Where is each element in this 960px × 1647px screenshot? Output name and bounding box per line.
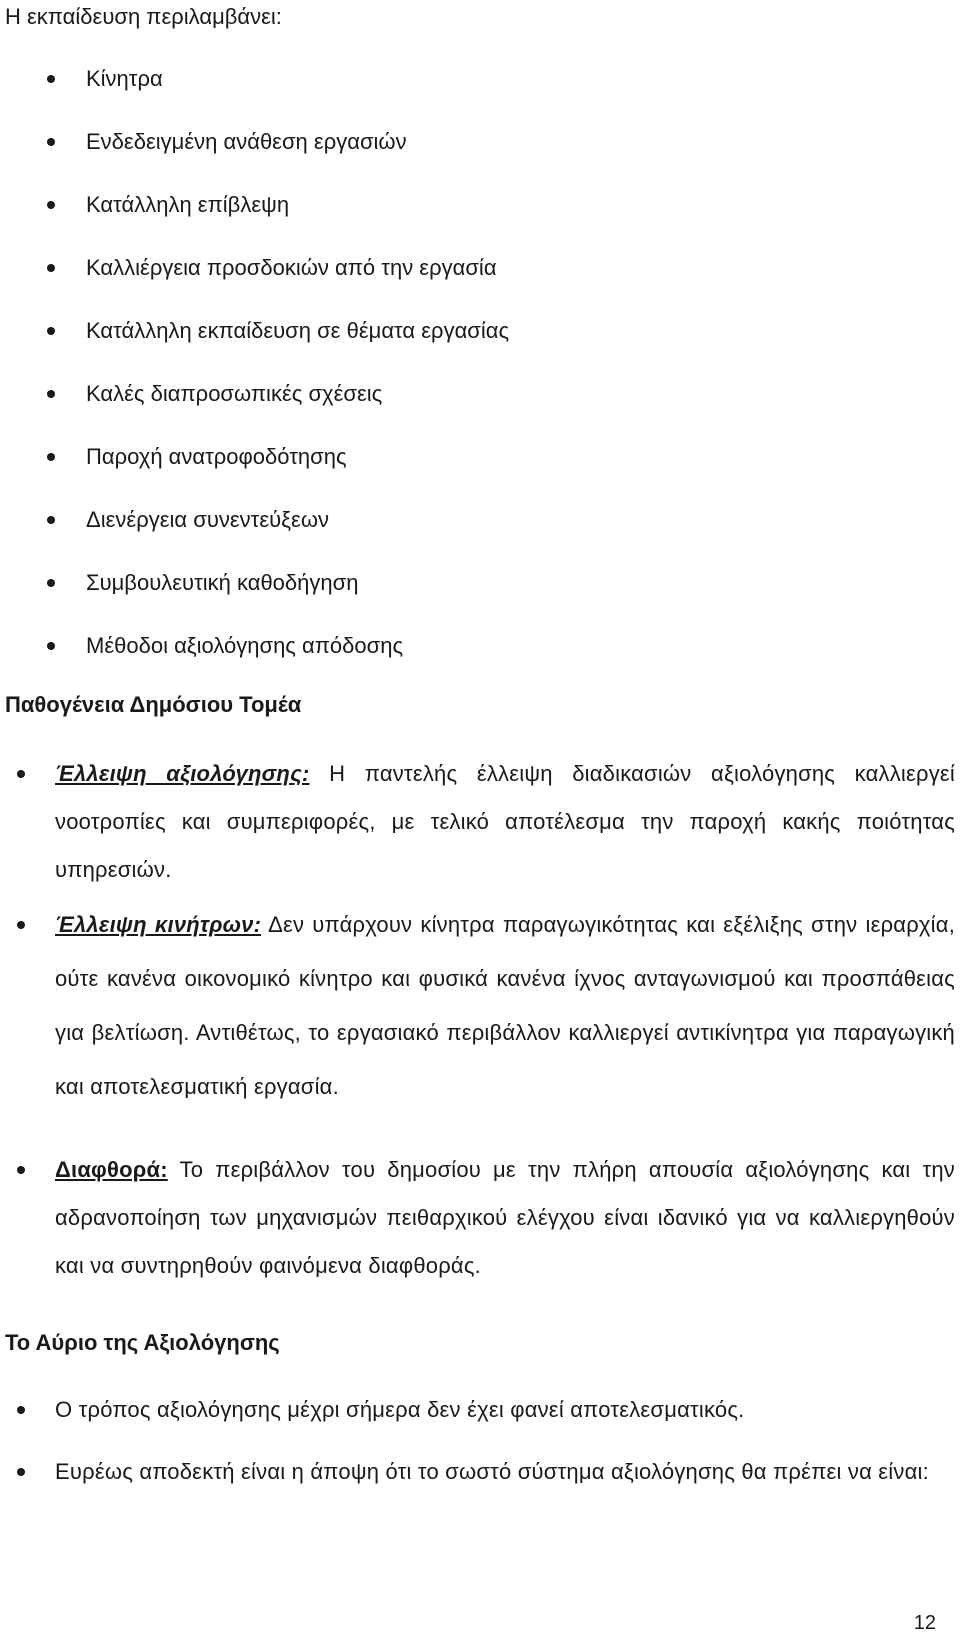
list-item: Καλές διαπροσωπικές σχέσεις [0, 377, 960, 440]
bullet-icon [47, 138, 55, 146]
paragraph-lack-of-incentives: Έλλειψη κινήτρων: Δεν υπάρχουν κίνητρα παραγωγικότητας και εξέλιξης στην ιεραρχία, ούτε κανένα οικονομικό κίνητρο και φυσικά κανένα ίχνος ανταγωνισμού και προσπάθειας για βελτίωση. Αντιθέτως, το εργασιακό περιβάλλον καλλιεργεί αντικίνητρα για παραγωγική και αποτελεσματική εργασία. [55, 898, 955, 1114]
paragraph-lack-of-evaluation: Έλλειψη αξιολόγησης: Η παντελής έλλειψη διαδικασιών αξιολόγησης καλλιεργεί νοοτροπίες και συμπεριφορές, με τελικό αποτέλεσμα την παροχή κακής ποιότητας υπηρεσιών. [55, 750, 955, 894]
bullet-icon [47, 327, 55, 335]
bullet-icon [47, 453, 55, 461]
bullet-icon [17, 921, 25, 929]
paragraph-future-1: Ο τρόπος αξιολόγησης μέχρι σήμερα δεν έχει φανεί αποτελεσματικός. [55, 1386, 955, 1434]
bullet-icon [47, 579, 55, 587]
bullet-icon [47, 516, 55, 524]
bullet-icon [17, 1166, 25, 1174]
list-item: Κίνητρα [0, 62, 960, 125]
list-item: Καλλιέργεια προσδοκιών από την εργασία [0, 251, 960, 314]
page-number: 12 [913, 1612, 936, 1634]
training-list [0, 62, 960, 692]
list-item: Κατάλληλη εκπαίδευση σε θέματα εργασίας [0, 314, 960, 377]
list-item: Διενέργεια συνεντεύξεων [0, 503, 960, 566]
bullet-icon [47, 390, 55, 398]
bullet-icon [47, 201, 55, 209]
bullet-icon [17, 770, 25, 778]
section-heading-future: Το Αύριο της Αξιολόγησης [5, 1330, 280, 1355]
bullet-icon [17, 1468, 25, 1476]
paragraph-corruption: Διαφθορά: Το περιβάλλον του δημοσίου με την πλήρη απουσία αξιολόγησης και την αδρανοποίηση των μηχανισμών πειθαρχικού ελέγχου είναι ιδανικό για να καλλιεργηθούν και να συντηρηθούν φαινόμενα διαφθοράς. [55, 1146, 955, 1290]
list-item: Κατάλληλη επίβλεψη [0, 188, 960, 251]
bullet-icon [47, 642, 55, 650]
list-item: Ενδεδειγμένη ανάθεση εργασιών [0, 125, 960, 188]
bullet-icon [17, 1406, 25, 1414]
bullet-icon [47, 75, 55, 83]
list-item: Μέθοδοι αξιολόγησης απόδοσης [0, 629, 960, 692]
intro-text: Η εκπαίδευση περιλαμβάνει: [5, 4, 282, 29]
section-heading-pathogeneia: Παθογένεια Δημόσιου Τομέα [5, 692, 302, 717]
list-item: Συμβουλευτική καθοδήγηση [0, 566, 960, 629]
list-item: Παροχή ανατροφοδότησης [0, 440, 960, 503]
bullet-icon [47, 264, 55, 272]
paragraph-future-2: Ευρέως αποδεκτή είναι η άποψη ότι το σωστό σύστημα αξιολόγησης θα πρέπει να είναι: [55, 1448, 955, 1496]
